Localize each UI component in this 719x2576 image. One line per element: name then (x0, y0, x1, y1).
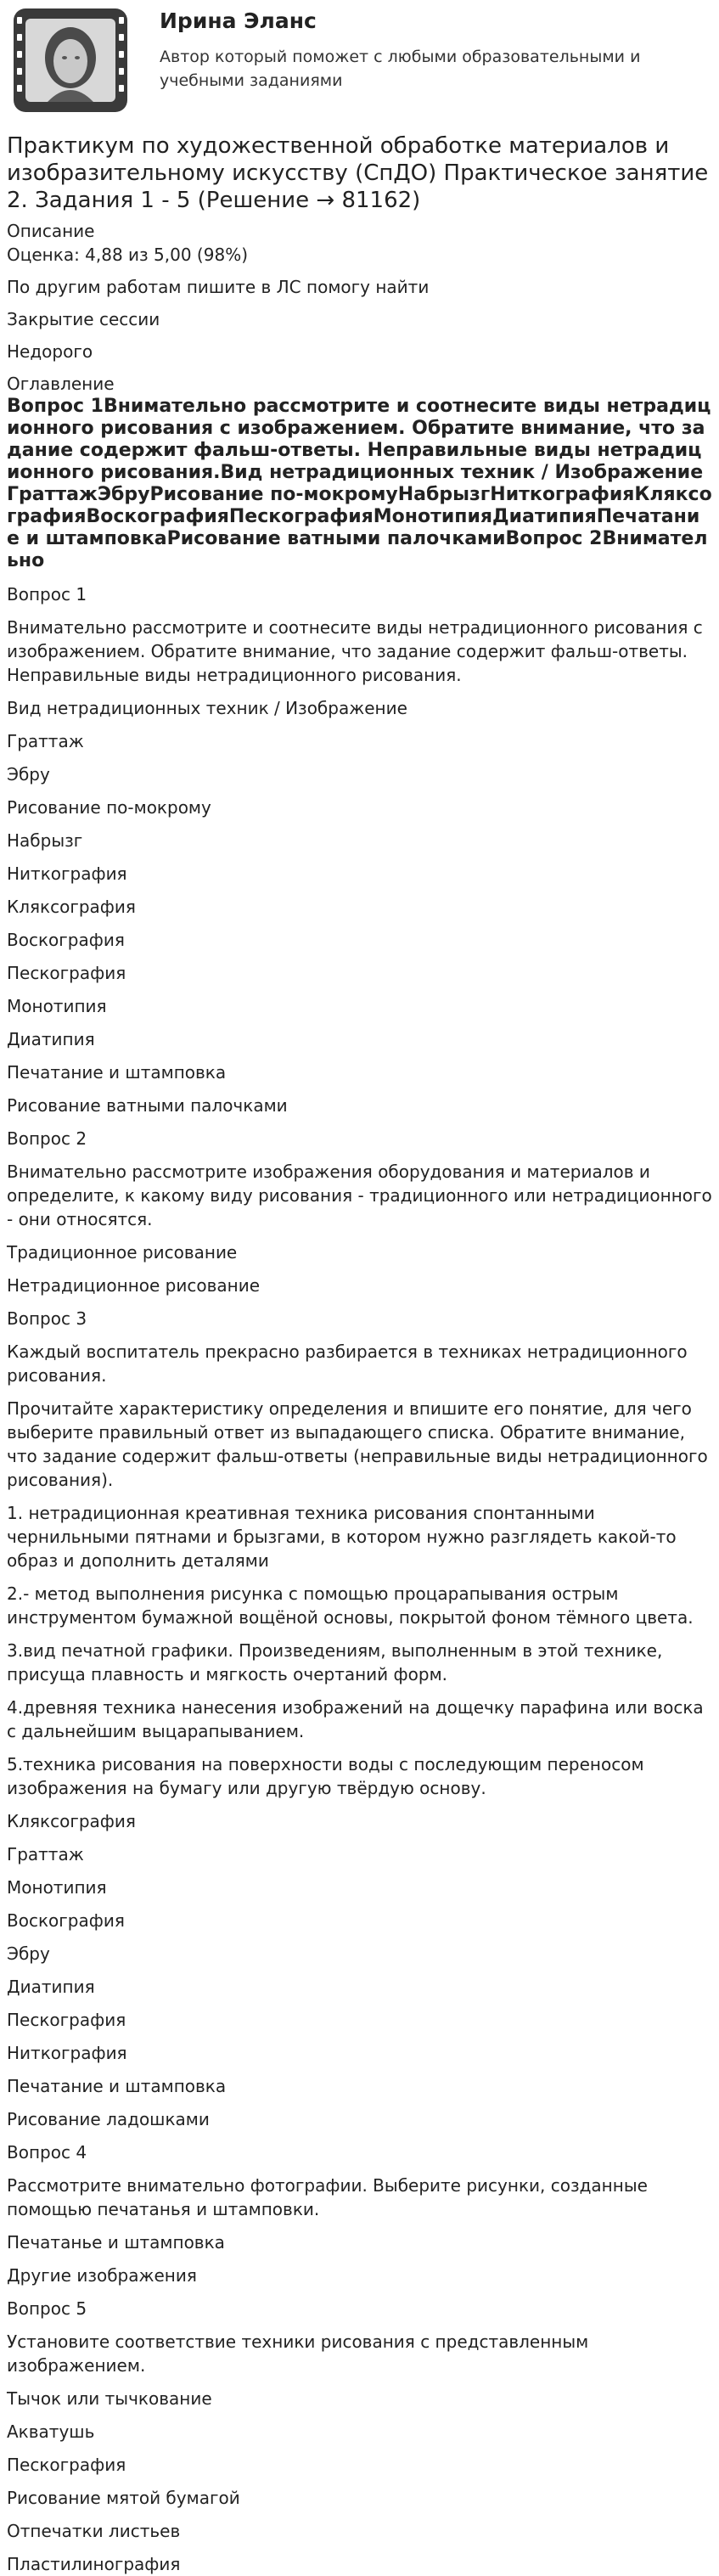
definition-item: 5.техника рисования на поверхности воды с последующим переносом изображения на бумагу или другую твёрдую основу. (7, 1754, 644, 1798)
toc-heading: Вопрос 1Внимательно рассмотрите и соотнесите виды нетрадиционного рисования с изображением. Обратите внимание, что задание содержит фальш-ответы. Неправильные виды нетрадиционного рисования.Вид нетрадиционных техник / ИзображениеГраттажЭбруРисование по-мокромуНабрызгНиткографияКляксографияВоскографияПескографияМонотипияДиатипияПечатание и штамповкаРисование ватными палочкамиВопрос 2Внимательно (7, 396, 712, 571)
definition-item: 2.- метод выполнения рисунка с помощью процарапывания острым инструментом бумажной вощёной основы, покрытой фоном тёмного цвета. (7, 1583, 694, 1628)
list-item: Пескография (7, 2010, 126, 2030)
list-item: Пескография (7, 963, 126, 983)
list-item: Рисование ватными палочками (7, 1095, 288, 1116)
note: Недорого (7, 341, 93, 362)
list-item: Печатанье и штамповка (7, 2232, 225, 2253)
list-item: Пластилинография (7, 2554, 181, 2574)
list-item: Диатипия (7, 1029, 95, 1049)
list-item: Тычок или тычкование (7, 2388, 212, 2409)
list-item: Пескография (7, 2455, 126, 2475)
question-text: Установите соответствие техники рисования с представленным изображением. (7, 2331, 589, 2376)
definition-item: 3.вид печатной графики. Произведениям, выполненным в этой технике, присуща плавность и мягкость очертаний форм. (7, 1640, 663, 1685)
list-item: Рисование по-мокрому (7, 797, 211, 818)
author-name[interactable]: Ирина Эланс (160, 8, 317, 33)
note: Закрытие сессии (7, 309, 160, 329)
list-item: Ниткография (7, 2043, 127, 2063)
author-avatar (7, 5, 134, 115)
note: По другим работам пишите в ЛС помогу найти (7, 277, 430, 297)
rating: Оценка: 4,88 из 5,00 (98%) (7, 245, 248, 265)
list-item: Вид нетрадиционных техник / Изображение (7, 698, 407, 718)
list-item: Кляксография (7, 1811, 136, 1831)
list-item: Печатание и штамповка (7, 1062, 227, 1083)
list-item: Монотипия (7, 996, 107, 1016)
question-text: Внимательно рассмотрите изображения оборудования и материалов и определите, к какому виду рисования - традиционного или нетрадиционного - они относятся. (7, 1161, 712, 1229)
list-item: Диатипия (7, 1977, 95, 1997)
author-info (160, 5, 686, 93)
question-heading: Вопрос 3 (7, 1308, 87, 1329)
list-item: Печатание и штамповка (7, 2076, 227, 2096)
list-item: Ниткография (7, 863, 127, 884)
toc-label: Оглавление (7, 374, 115, 394)
list-item: Эбру (7, 1943, 50, 1964)
definition-item: 4.древняя техника нанесения изображений на дощечку парафина или воска с дальнейшим выцарапыванием. (7, 1697, 704, 1741)
question-heading: Вопрос 2 (7, 1128, 87, 1149)
author-description: Автор который поможет с любыми образовательными и учебными заданиями (160, 48, 641, 90)
question-text: Внимательно рассмотрите и соотнесите виды нетрадиционного рисования с изображением. Обратите внимание, что задание содержит фальш-ответы. Неправильные виды нетрадиционного рисования. (7, 617, 703, 685)
question-heading: Вопрос 5 (7, 2298, 87, 2319)
list-item: Монотипия (7, 1877, 107, 1898)
list-item: Набрызг (7, 830, 83, 851)
list-item: Акватушь (7, 2421, 95, 2442)
list-item: Граттаж (7, 731, 84, 751)
question-heading: Вопрос 1 (7, 584, 87, 605)
description-label: Описание (7, 221, 95, 241)
list-item: Воскография (7, 1910, 125, 1931)
list-item: Рисование ладошками (7, 2109, 210, 2129)
list-item: Другие изображения (7, 2265, 197, 2286)
list-item: Кляксография (7, 897, 136, 917)
question-heading: Вопрос 4 (7, 2142, 87, 2163)
question-text: Каждый воспитатель прекрасно разбирается в техниках нетрадиционного рисования. (7, 1341, 688, 1386)
list-item: Эбру (7, 764, 50, 785)
question-text: Рассмотрите внимательно фотографии. Выберите рисунки, созданные помощью печатанья и штамповки. (7, 2175, 648, 2219)
question-text: Прочитайте характеристику определения и впишите его понятие, для чего выберите правильный ответ из выпадающего списка. Обратите внимание, что задание содержит фальш-ответы (неправильные виды нетрадиционного рисования). (7, 1398, 708, 1490)
author-card (7, 0, 712, 132)
list-item: Отпечатки листьев (7, 2521, 181, 2541)
list-item: Нетрадиционное рисование (7, 1275, 261, 1296)
list-item: Традиционное рисование (7, 1242, 238, 1263)
definition-item: 1. нетрадиционная креативная техника рисования спонтанными чернильными пятнами и брызгами, в котором нужно разглядеть какой-то образ и дополнить деталями (7, 1503, 677, 1571)
list-item: Рисование мятой бумагой (7, 2488, 240, 2508)
list-item: Воскография (7, 930, 125, 950)
list-item: Граттаж (7, 1844, 84, 1865)
page-title: Практикум по художественной обработке материалов и изобразительному искусству (СпДО) Практическое занятие 2. Задания 1 - 5 (Решение → 81162) (7, 133, 709, 213)
content-list (7, 582, 712, 2576)
